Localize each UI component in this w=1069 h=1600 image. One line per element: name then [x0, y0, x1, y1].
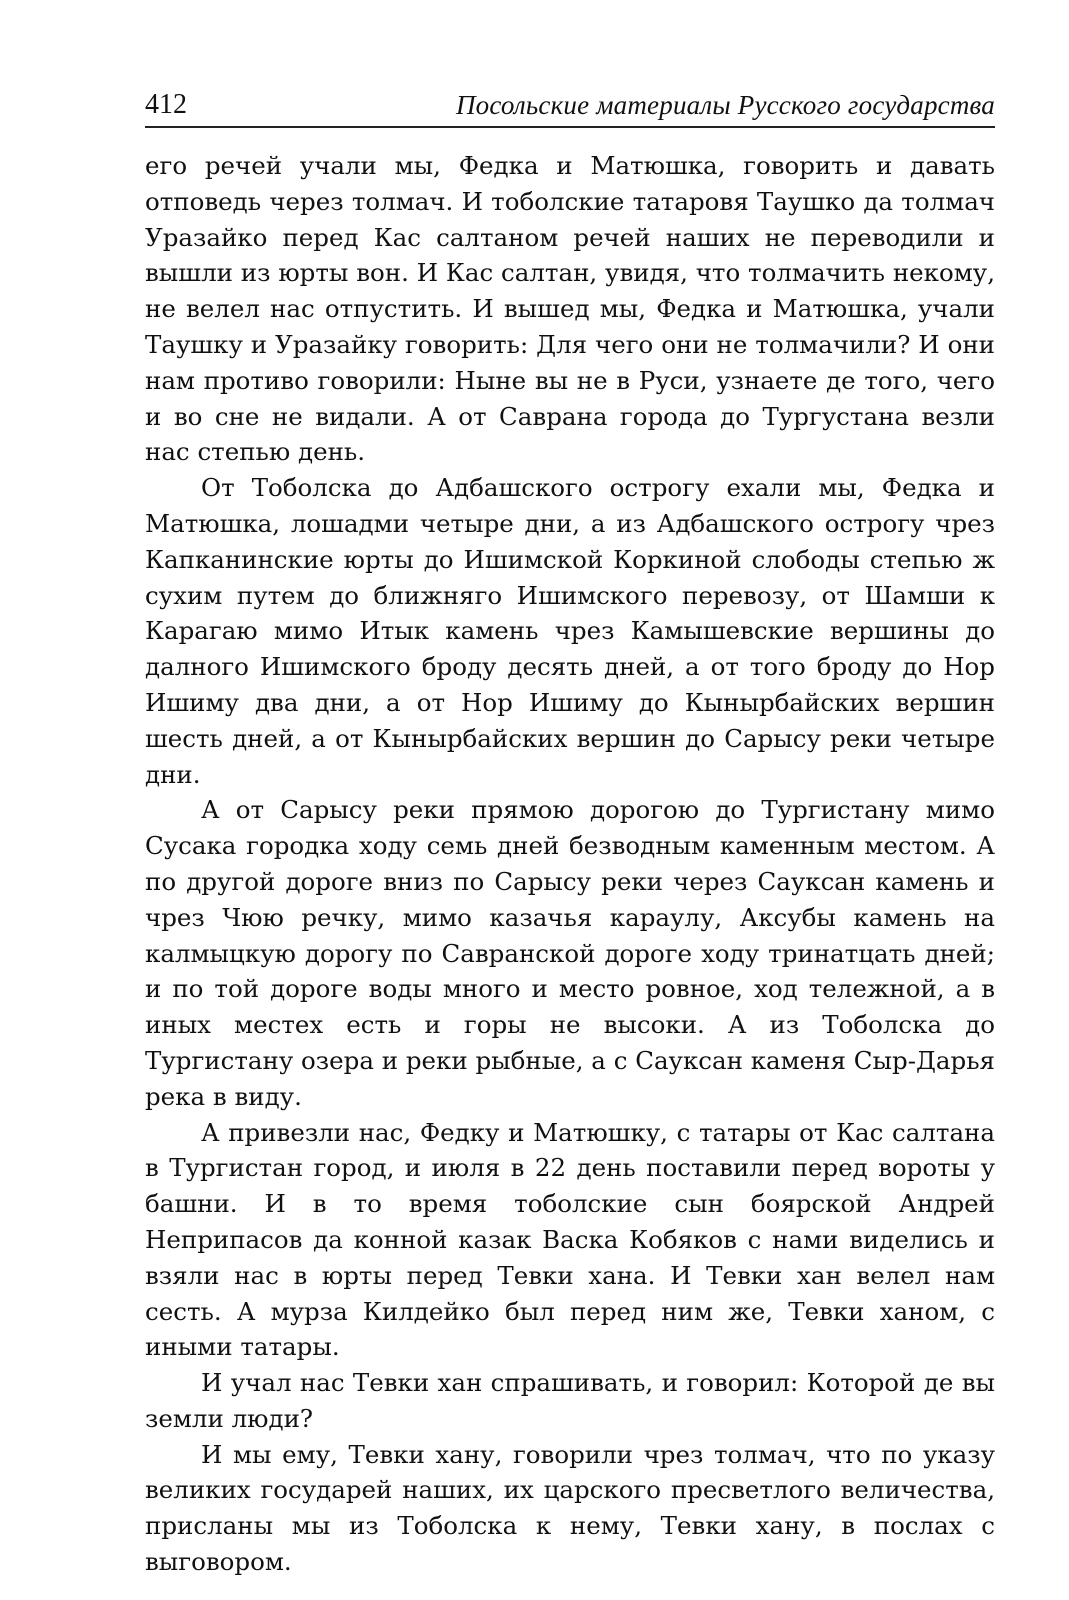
body-text [145, 148, 995, 1580]
book-page [145, 0, 995, 1600]
paragraph: А привезли нас, Федку и Матюшку, с татары от Кас салтана в Тургистан город, и июля в 22 день поставили перед вороты у башни. И в то время тоболские сын боярской Андрей Неприпасов да конной казак Васка Кобяков с нами виделись и взяли нас в юрты перед Тевки хана. И Тевки хан велел нам сесть. А мурза Килдейко был перед ним же, Тевки ханом, с иными татары. [145, 1117, 995, 1362]
paragraph: его речей учали мы, Федка и Матюшка, говорить и давать отповедь через толмач. И тоболские татаровя Таушко да толмач Уразайко перед Кас салтаном речей наших не переводили и вышли из юрты вон. И Кас салтан, увидя, что толмачить некому, не велел нас отпустить. И вышед мы, Федка и Матюшка, учали Таушку и Уразайку говорить: Для чего они не толмачили? И они нам противо говорили: Ныне вы не в Руси, узнаете де того, чего и во сне не видали. А от Саврана города до Тургустана везли нас степью день. [145, 151, 995, 467]
paragraph: И мы ему, Тевки хану, говорили чрез толмач, что по указу великих государей наших, их царского пресветлого величества, присланы мы из Тоболска к нему, Тевки хану, в послах с выговором. [145, 1439, 995, 1577]
paragraph: От Тоболска до Адбашского острогу ехали мы, Федка и Матюшка, лошадми четыре дни, а из Адбашского острогу чрез Капканинские юрты до Ишимской Коркиной слободы степью ж сухим путем до ближняго Ишимского перевозу, от Шамши к Карагаю мимо Итык камень чрез Камышевские вершины до далного Ишимского броду десять дней, а от того броду до Нор Ишиму два дни, а от Нор Ишиму до Кынырбайских вершин шесть дней, а от Кынырбайских вершин до Сарысу реки четыре дни. [145, 473, 995, 789]
page-number: 412 [145, 89, 187, 120]
paragraph: И учал нас Тевки хан спрашивать, и говорил: Которой де вы земли люди? [145, 1368, 995, 1433]
paragraph: А от Сарысу реки прямою дорогою до Тургистану мимо Сусака городка ходу семь дней безводным каменным местом. А по другой дороге вниз по Сарысу реки через Сауксан камень и чрез Чюю речку, мимо казачья караулу, Аксубы камень на калмыцкую дорогу по Савранской дороге ходу тринатцать дней; и по той дороге воды много и место ровное, ход тележной, а в иных местех есть и горы не высоки. А из Тоболска до Тургистану озера и реки рыбные, а с Сауксан каменя Сыр-Дарья река в виду. [145, 795, 995, 1111]
running-title: Посольские материалы Русского государства [455, 90, 995, 120]
running-head [145, 86, 995, 128]
